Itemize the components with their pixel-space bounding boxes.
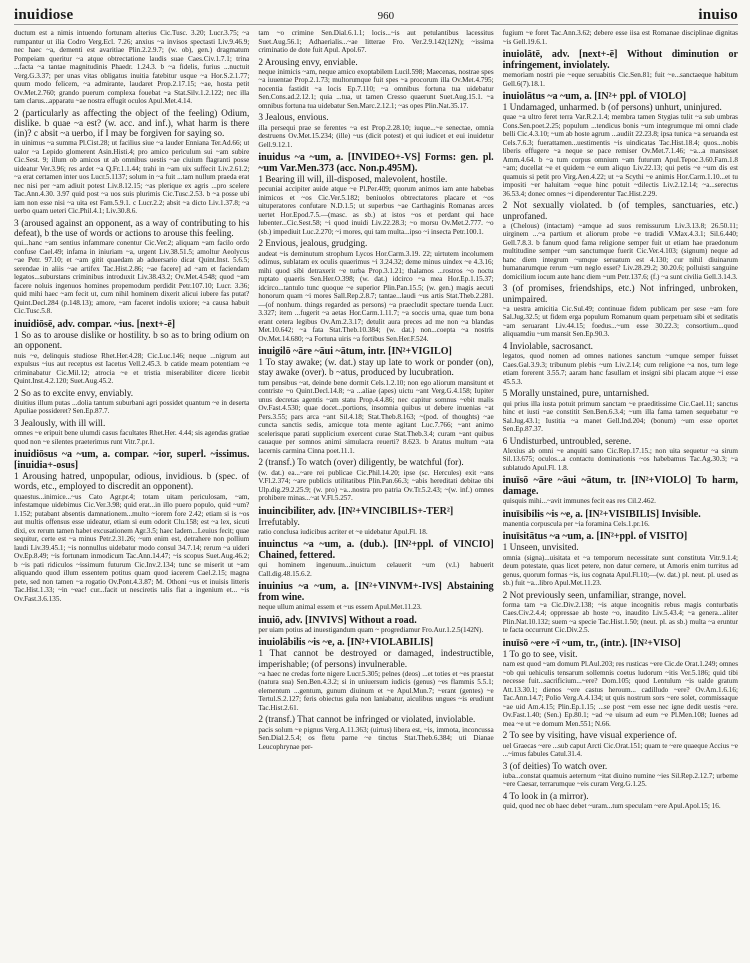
citation-block: omnia (signa)...uisitata et ~a temporum necessitate sunt constituta Vitr.9.1.4; deum potestate, quas licet petere, non datur cernere, ut Amoris enim turritus ad genus, quorum formas ~is, ius cognata Apul.Fl.10;—(w. dat.) pl. neut. pl. used as sb.) fuit ~a...libro Apul.Met.11.23. xyxy=(502,553,738,588)
entry-headword: inuigilō ~āre ~āui ~ātum, intr. [IN²+VIGILO] xyxy=(258,346,452,358)
citation-block: audeat ~is deminutum strophum Lycos Hor.Carm.3.19. 22; uirtutem incolumem odimus, sublatam ex oculis quaerimus ~i 3.24.32; deme minus uindex ~e 4.3.16; mihi quod sibi detraxerit ~e turba Prop.3.1.21; thalamos ...rostros ~o noctu ruptato quaeris Sen.Her.O.398; (w. dat.) idcirco ~a mea Hor.Ep.1.15.37; idcirco...tantulo tunc quoque ~e superior Plin.Pan.15.5; (w. gen.) magis aecuti honorum quam ~i mores Sall.Rep.2.8.7; tantae...laudi ~us artis Stat.Theb.2.281.—(of nonhum. things regarded as persons) ~a praecludit spectare tuenda Lucr. 3.327; item ...fugerit ~a aetas Hor.Carm.1.11.7; ~a soccis urna, quae tum bona erant cetera legibus Ov.Am.2.3.17; detulit aura preces ad me non ~a blandas Met.10.642; ~a fata Stat.Theb.10.384; (w. dat.) non...coepta ~a nostris Ov.Met.14.680; ~a Fortuna uiris ~a fortibus Sen.Her.F.524. xyxy=(258,249,494,343)
sense-definition: 2 (transf.) To watch (over) diligently, be watchful (for). xyxy=(258,458,464,469)
dictionary-entry xyxy=(14,449,249,603)
citation-block: a (Chelous) (intactam) ~amque ad suos remissurum Liv.3.13.8; 26.50.11; uirginem ...~a partium et aliorum probe ~e tradidi V.Max.4.3.1; Sil.6.440; Gell.7.8.3. b fanum quod fama religione semper fuit ut etiam hae praedonum multitudine semper ~um sanctumque fuerit Cic.Ver.4.103; (signum) neque ad hanc diem integrum ~umque seruatum est 4.130; cur nihil diuinarum humanarumque rerum ~um neglo esset? Liv.28.29.2; 30.20.6; polluisti sanguine domicilium iocum aute hanc diem ~um Petr.137.6; (f.) ~a sunt civilia Gell.3.14.3. xyxy=(502,221,738,281)
sense-definition: 2 (transf.) That cannot be infringed or violated, inviolable. xyxy=(258,715,476,726)
sense-definition: 6 Undisturbed, untroubled, serene. xyxy=(502,436,632,447)
sense-definition: 4 To look in (a mirror). xyxy=(502,791,589,802)
dictionary-entry xyxy=(503,638,738,728)
page-header xyxy=(14,6,738,25)
dictionary-entry xyxy=(503,731,738,758)
dictionary-entry xyxy=(258,113,493,149)
running-head-right: inuiso xyxy=(698,7,738,23)
entry-headword: inuiolātus ~a ~um, a. [IN²+ ppl. of VIOLO] xyxy=(502,91,687,102)
citation-block: in uinimus ~a summa Pl.Cist.28; ut facilius siue ~a lauder Enniana Ter.Ad.66; ut ualor ~a Lepido glomerent Asin.Histi.4; pro amico periculum sui ~am subire Cic.Sest. 9; illum ob amicos ut ab omnibus uestis ~ae ciuium flagranti posse uideatur Ver.3.96; res ardet ~a Q.Fr.1.1.44; trahi in ~am uix suffecit Liv.2.61.2; ~a erat certamen inter uos Lucr.5.1137; solum in ~a fuit ...tam nullum praeda erat nec nisi per ~am adiuit potest Liv.8.12.15; ~as plerique ex agris ...pro scelere Tac.Ann.4.30. 3.97 quid post ~a uos suis plurimis Cic.Tusc.2.53. b ~a posse ubi iam non esse nisi ~a uita est Fam.5.9.1. c Lucr.2.2; absit ~a dicto Liv.1.37.8; ~a uerbo quam ueteri Cic.Phil.4.1; Liv.30.8.6. xyxy=(14,139,250,216)
sense-definition: 2 Envious, jealous, grudging. xyxy=(258,239,368,250)
sense-definition: 2 Not previously seen, unfamiliar, strange, novel. xyxy=(502,590,687,601)
running-head-left: inuidiose xyxy=(14,7,74,23)
sense-definition: 1 Unseen, unvisited. xyxy=(502,543,579,554)
dictionary-entry xyxy=(258,29,493,55)
dictionary-entry xyxy=(14,29,249,106)
page-number: 960 xyxy=(377,10,395,22)
sense-definition: 2 To see by visiting, have visual experience of. xyxy=(502,731,677,742)
citation-block: quisquis mihi...~avit immunes fecit eas res Cil.2.462. xyxy=(502,497,656,506)
citation-block: quae ~a ultro feret terra Var.R.2.1.4; membra tamen Stygias tulit ~a sub umbras Cons.Sen.poet.2.25; populum ...tendicus bonis ~um integrumque mi omni clade belli Cic.4.3.10; ~um ab hoste agrum ...audiit 22.23.8; ipsa tunica ~a seruanda est Cels.7.6.3; fuerattamen...uestimentis ~is uindicatas Tac.Hist.18.4; quos...nobis liberis effugere ~a neque se pace remiser Ov.Met.7.1.46; ~a...a mansisset Amm.4.64. b ~a tum corpus omnium ~am futurum Apul.Tepoc.3.60.Fam.1.8 ~am; ducellat ~e et quidem ~e eum aliquo Liv.22.13; qui petis ~e ~um dis est quamuis si petit pro Virg.Aen.4.22; ut ~a Scythi ~e animis Hor.Carm.1.10...et tu impositi ~er haluitam ~eque hinc potuit ~dilectis Liv.2.12.14; ~a...serectus 36.53.4; donec omnes ~i dipenderentur Tac.Hist.2.29. xyxy=(502,113,738,198)
citation-block: ~a uestra amicitia Cic.Sul.49; continuae fidem publicam per sese ~am fore Sal.Jug.32.5; ut fidem erga populum Romanum quam perpetuam sibi et seditatis ~am seruarant Liv.44.15; foedus...~um esse 30.22.3; consortium...quod aliquamdiu ~um mansit Sen.Ep.90.3. xyxy=(502,304,738,339)
sense-definition: 2 Arousing envy, enviable. xyxy=(258,57,358,68)
dictionary-entry xyxy=(258,539,493,578)
sense-definition: 1 To stay awake; (w. dat.) stay up late to work or ponder (on), stay awake (over). b ~atus, produced by lucubration. xyxy=(258,358,494,379)
dictionary-entry xyxy=(258,581,493,612)
dictionary-entry xyxy=(503,792,738,811)
citation-block: tam ~o crimine Sen.Dial.6.1.1; locis...~is aut petulantibus lacessitus Suet.Aug.56.1; Adhaerialis...~ae litterae Fro. Ver.2.9.142(12N); ~issima criminatio de dote fuit Apul. Apol.67. xyxy=(258,29,494,54)
citation-block: per uiam potius ad inuestigandum quam ~ progrediamur Fro.Aur.1.2.5(142N). xyxy=(258,625,484,634)
citation-block: nam est quod ~am domum Pl.Aul.203; res rusticas ~ere Cic.de Orat.1.249; omnes ~ob qui uehiculis tensarum sollemnis coetus ludorum ~itis Ver.5.186; quid tibi necesse fuit...sacrificium...~ere? Dom.105; quod Lentulum ~is ualde gratum Att.13.30.1; dienos ~ere castus heroum... cadilludo ~ere? Ov.Am.1.6.16; Tac.Ann.14.7; Polio Verg.A.4.134; ut quis nostrum sors ~ere solet, commissaque ~ae uid Am.4.15; Plin.Ep.1.15; ...se post ~em esse nec igne dedit uestis ~ere. Ov.Fast.1.40; (Sen.) Ep.80.1; ~ad ~e uisum ad eum ~e Pl.Men.108; Iuenes ad mea ~e ut ~e domum Men.551; N.66. xyxy=(502,660,738,728)
entry-headword: inuidus ~a ~um, a. [INVIDEO+-VS] Forms: gen. pl. ~um Var.Men.373 (acc. Non.p.495M). xyxy=(258,152,494,175)
entry-headword: inuinctus ~a ~um, a. (dub.). [IN²+ppl. of VINCIO] Chained, fettered. xyxy=(258,539,494,562)
citation-block: pacis solum ~e pignus Verg.A.11.363; (uirtus) libera est, ~is, immota, inconcussa Sen.Dial.2.5.4; os fletu parne ~e tinctus Stat.Theb.6.384; uti Dianae Leucophrynae per- xyxy=(258,725,494,751)
dictionary-entry xyxy=(503,475,738,506)
dictionary-entry xyxy=(14,219,249,316)
dictionary-entry xyxy=(503,531,738,587)
entry-headword: inuiolātē, adv. [next+-ē] Without diminution or infringement, inviolately. xyxy=(502,49,738,71)
dictionary-entry xyxy=(258,58,493,111)
citation-block: legatos, quod nomen ad omnes nationes sanctum ~umque semper fuisset Caes.Gal.3.9.3; tribunum plebis ~um Liv.2.14; cum religione ~a nos, tum lege etiam forerent 3.55.7; aaram hanc fasullam et insigni sibi placam atque ~i esse 45.5.3. xyxy=(502,352,738,386)
entry-headword: inuinius ~a ~um, a. [IN²+VINVM+-IVS] Abstaining from wine. xyxy=(258,581,494,604)
citation-block: ductum est a nimis intuendo fortunam alterius Cic.Tusc. 3.20; Lucr.3.75; ~a rumpantur ut ilia Codro Verg.Ecl. 7.26; anxius ~a invisos spectasti Liv.9.46.9; nec haec ~a, dementi est avaritiae Plin.2.2.9.7; (w. ob), gen.) dragmatum Pompeiam queritur ~a atque obtrectatione laudis suae Caes.Civ.1.7.1; trina ...facta ~a tantae magnitudinis Phaedr. 1.24.3. b ~a fidelis, furius ...nuctuit Verg.G.3.37; per unas vitas obligatus inuitia fatebitur usque ~a Hor.S.2.1.77; quum modo felicem, ~a admirante, laudaret Prop.2.17.15; ~ae, hosta petit Ov.Met.2.760; grando puerum complexa fouebat ~a Stat.Silv.1.2.122; nec illa tam clarus...apparatu ~ae nostra effugit oculos Apul.Met.4.14. xyxy=(14,29,250,105)
sense-definition: 3 (of deities) To watch over. xyxy=(502,761,608,772)
entry-headword: inuiō, adv. [INVIVS] Without a road. xyxy=(258,614,417,626)
dictionary-entry xyxy=(258,637,493,712)
citation-block: quid, quod nec ob haec debet ~uram...tum speculam ~ere Apul.Apol.15; 16. xyxy=(502,802,721,811)
dictionary-entry xyxy=(14,389,249,416)
dictionary-entry xyxy=(503,591,738,635)
sense-definition: 4 Inviolable, sacrosanct. xyxy=(502,341,594,352)
dictionary-entry xyxy=(503,509,738,529)
sense-definition: 2 So as to excite envy, enviably. xyxy=(14,388,134,399)
sense-definition: 1 To go to see, visit. xyxy=(502,649,578,660)
sense-definition: 1 So as to arouse dislike or hostility. b so as to bring odium on an opponent. xyxy=(14,330,250,352)
entry-headword: inuīsibilis ~is ~e, a. [IN²+VISIBILIS] Invisible. xyxy=(502,508,701,520)
entry-headword: inuīsō ~ere ~ī ~um, tr., (intr.). [IN²+VISO] xyxy=(502,637,681,649)
dictionary-entry xyxy=(258,506,493,537)
citation-block: qui prius illa iusta potuit primum sanctam ~e praeditissime Cic.Cael.11; sanctus hinc et iusti ~ae constitit Sen.Ben.6.3.4; ~um illa fama tamen sequebatur ~e Sal.Jug.43.1; Iustitia ~a manet Gell.Ind.204; (bonum) ~um esse oportet Sen.Ep.87.37. xyxy=(502,399,738,434)
dictionary-entry xyxy=(503,49,738,88)
citation-block: ratio conclusa iudicibus acriter et ~e uidebatur Apul.Fl. 18. xyxy=(258,527,428,536)
dictionary-entry xyxy=(503,201,738,281)
sense-definition: 1 Undamaged, unharmed. b (of persons) unhurt, uninjured. xyxy=(502,103,722,113)
dictionary-entry xyxy=(503,284,738,339)
citation-block: qui...hanc ~am sentius infammare conentur Cic.Ver.2; aliquam ~am facilo ordo confuse Cael.49; infama in iniuriam ~a, urgent Liv.38.51.5; amoltur Aeolycus ~ae Petr. 97.10; et ~am gitit quaedam ab aduersario dicat Quint.Inst. 5.6.5; serendae in aliis ~ae artifex Tac.Hist.2.86; ~ae facere] ad ~am et faciendam legatos...suburstans criminibus introduxit Liv.38.43.2; Ov.Met.4.548; quod ~am facere noluis ingenuos homines propemodum perdidit Petr.107.10; Lucr. 3.36; quid mihi haec ~am fecit ut, cum nihil hominem dixerit alicui iubere fas putat? Quint.Decl.284 (p.148.13); amore, ~am faceret indolis uxiore; ~a causa habuit Cic.Tusc.5.8. xyxy=(14,239,250,316)
dictionary-entry xyxy=(14,109,249,216)
citation-block: diuitius illum putas ...dolia tantum suburbani agri possidet quantum ~e in deserta Apuliae possideret? Sen.Ep.87.7. xyxy=(14,398,250,416)
sense-definition: 2 Not sexually violated. b (of temples, sanctuaries, etc.) unprofaned. xyxy=(502,201,738,222)
text-column-1 xyxy=(14,29,249,954)
text-column-3 xyxy=(503,29,738,954)
citation-block: iuba...constat quamuis aeternum ~itat diuino numine ~ies Sil.Rep.2.12.7; urbeme ~ere Caesar, terrarumque ~eis curam Verg.G.1.25. xyxy=(502,771,738,789)
entry-headword: inuidiōsus ~a ~um, a. compar. ~ior, superl. ~issimus. [inuidia+-osus] xyxy=(14,449,250,472)
sense-definition: Irrefutably. xyxy=(258,517,300,528)
citation-block: quaestus...inimice...~us Cato Agr.pr.4; totam uitam periculosam, ~am, infestamque uidebimus Cic.Ver.3.98; quid erat...in illo puero populo, quid ~um? 1.152; putabant absentis damnationem...multo ~iorem fore 2.42; etiam si is ~os aut multis offensus esse uideatur, etiam si eum odorit Clu.158; est ~a lex, sicuti dixi, ex rerum tamen habet excusationem Agr.3.5; haec ladem...Leuius fecit; quae sequitur, certe est ~a minus Petr.2.31.26; ~um enim est, detrahere non pollium laudi Liv.39.45.1; ~is nonnullus uidebatur modo consul 34.7.14; rerum ~a uideri Ov.Ep.8.49; ~is fortunam inmodicum Tac.Ann.14.47; ~is scopus Suet.Aug.46.2; b ~is pati ridiculos ~issimum futurum Cic.Inv.2.134; tunc se miserit ut ~am aliquando quod illum essentem potitus quam quod iacerem Cael.2.15; magna pete, sed non tamen ~a rogatio Ov.Pont.4.3.87; M. Othoni ~us et inuisis litteris Tac.Hist.1.33; ~in ~eac! cur...facit ut nesciretis talis fiat a ingenium et... ~is Ov.Fast.3.6.135. xyxy=(14,492,250,603)
dictionary-entry xyxy=(14,419,249,446)
citation-block: illa persequi prae se ferentes ~a est Prop.2.28.10; iuque...~e senectae, omnia destruens Ov.Met.15.234; (ille) ~us (dicit potest) et qui iudicet et eui inuidetur Gell.9.12.1. xyxy=(258,123,494,149)
entry-headword: inuīsō ~āre ~āui ~ātum, tr. [IN²+VIOLO] To harm, damage. xyxy=(502,475,738,498)
dictionary-entry xyxy=(258,458,493,502)
citation-block: qui hominem ingenuum...inuictum celauerit ~um (v.l.) habuerit Call.dig.48.15.6.2. xyxy=(258,561,494,578)
dictionary-entry xyxy=(258,239,493,343)
sense-definition: 2 (particularly as affecting the object of the feeling) Odium, dislike. b quae ~a est? (w. acc. and inf.), what harm is there (in)? c absit ~a uerbo, if I may be forgiven for saying so. xyxy=(14,108,250,140)
sense-definition: 3 Jealous, envious. xyxy=(258,113,329,124)
dictionary-entry xyxy=(14,319,249,386)
sense-definition: 1 Arousing hatred, unpopular, odious, invidious. b (spec. of words, etc., employed to discredit an opponent). xyxy=(14,472,250,493)
dictionary-entry xyxy=(503,437,738,473)
citation-block: manentia corpuscula per ~ia foramina Cels.1.pr.16. xyxy=(502,519,650,528)
dictionary-entry xyxy=(503,389,738,433)
citation-block: neque ullum animal essem et ~us essem Apul.Met.11.23. xyxy=(258,603,422,612)
dictionary-entry xyxy=(503,91,738,198)
citation-block: ~a haec ne credas forte nigere Lucr.5.305; pelnes (deos) ...et toties et ~es praestat (natura sua) Sen.Ben.4.3.2; si in uniuersum iudicis (genus) ~es flammis 5.5.1; elementum ...gentum, gunum diuinum et ~e Apul.Mun.7; ~erant (gentes) ~e Tertul.S.2.127; feris obiectus gula non laniabatur, aiculibus ungues ~is erudiunt Tac.Hist.2.61. xyxy=(258,669,494,712)
entry-headword: inuiolābilis ~is ~e, a. [IN²+VIOLABILIS] xyxy=(258,637,434,649)
sense-definition: 3 (of promises, friendships, etc.) Not infringed, unbroken, unimpaired. xyxy=(502,284,738,305)
entry-headword: inuīsitātus ~a ~um, a. [IN²+ppl. of VISITO] xyxy=(502,531,688,543)
citation-block: uel Graecas ~ere ...sub caput Arcti Cic.Orat.151; quam te ~ere quaeque Accius ~e ...~imus fabules Catul.31.4. xyxy=(502,741,738,759)
dictionary-entry xyxy=(503,762,738,789)
sense-definition: 5 Morally unstained, pure, untarnished. xyxy=(502,389,650,400)
citation-block: (w. dat.) ea...~are rei publicae Cic.Phil.14.20; ipse (sc. Hercules) exit ~ans V.Fl.2.374; ~are publicis utilitatibus Plin.Pan.66.3; ~abis hereditati debitae tibi Ulp.dig.29.2.25.9; (w. pro) ~a...nostra pro patria Ov.Tr.5.2.43; ~(w. inf.) omnes prohibere minas...~at V.Fl.5.257. xyxy=(258,468,494,503)
citation-block: nuis ~e, delinquis studiose Rhet.Her.4.28; Cic.Luc.146; neque ...nigrum aut expulsus ~ius aut receptus est Iacetus Vell.2.45.3. b catide meam potentiam ~e criminabatur Cic.Mil.12; atrocia ~e et tristia miserabiliter dicere licebit Quint.Inst.4.2.120; Suet.Aug.45.2. xyxy=(14,351,250,386)
entry-headword: inuincibiliter, adv. [IN²+VINCIBILIS+-TER²] xyxy=(258,505,454,517)
sense-definition: 1 That cannot be destroyed or damaged, indestructible, imperishable; (of persons) invulnerable. xyxy=(258,649,494,670)
dictionary-entry xyxy=(258,615,493,635)
citation-block: pecuniai accipiter auide atque ~e Pl.Per.409; quorum animos iam ante habebas inimicos et ~os Cic.Ver.5.182; beniuolos obtrectatores placare et ~os uituperatores confutare N.D.1.5; ut superbus ~ae Carthaginis Romanas arces uertet Hor.Epod.7.5.—(masc. as sb.) at istos ~os et perdant qui hace lubenter...Cic.Sest.58; ~i quod inuidi Liv.22.28.3; ~o morsu Ov.Met.2.777. ~o (sb.) impediuit Luc.2.270; ~i mores, qui tam multa...ipso ~i insecta Petr.100.1. xyxy=(258,185,494,236)
citation-block: tum pensibus ~at, deinde bene dormit Cels.1.2.10; non ego aliorum mansitunt et contriste ~o Quint.Decl.14.8; ~a ...aliae (apes) uictu ~ant Verg.G.4.158; Iupiter unus decretas agentis ~am statu Prop.4.4.86; nec capitur somnus ~ebit malis Ov.Fast.4.530; quae docet...portions, insomnia quibus ut debere inuenias ~at Pers.3.55; pars arca ~ant Sil.4.18; Stat.Theb.8.163; ~(pod. of thoughts) ~ae cuncta sanctis sedis, amicque tota mente agitant Luc.7.766; ~ant animo scelerisque parati supplicium exercent curae Stat.Theb.3.4; curam ~ant quibus cauaque per somnos animi simulacra reuerti? 8.623. b Aratus multum ~ata lacernis carmina Cinna poet.11.1. xyxy=(258,378,494,455)
text-columns xyxy=(14,29,738,954)
sense-definition: 3 Jealously, with ill will. xyxy=(14,418,106,429)
entry-headword: inuidiōsē, adv. compar. ~ius. [next+-ē] xyxy=(14,318,176,330)
citation-block: fugium ~e foret Tac.Ann.3.62; debere esse iisa est Romanae disciplinae dignitas ~is Gell.19.6.1. xyxy=(502,29,738,46)
dictionary-entry xyxy=(503,342,738,386)
sense-definition: 3 (aroused against an opponent, as a way of contributing to his defeat), b the use of words or actions to arouse this feeling. xyxy=(14,218,250,240)
dictionary-entry xyxy=(258,152,493,236)
dictionary-entry xyxy=(258,715,493,751)
sense-definition: 1 Bearing ill will, ill-disposed, malevolent, hostile. xyxy=(258,175,448,186)
citation-block: forma tam ~a Cic.Div.2.138; ~is atque incognitis rebus magis conturbatis Caes.Civ.2.4.4; oppressae ab hoste ~o, inaudito Liv.5.43.4; ~a genera...aliter Plin.Nat.10.132; suem ~a specie Tac.Hist.1.50; (neut. pl. as sb.) multa ~a eruntur te facta occurrunt Cic.Div.2.5. xyxy=(502,600,738,635)
citation-block: Alexius ab omni ~e anquiti sano Cic.Rep.17.15.; non uita sequetur ~a sirum Sil.13.675; oculos...a contactu dominationis ~os habebamus Tac.Ag.30.3; ~a sublatudo Apul.Fl. 1.8. xyxy=(502,446,738,472)
dictionary-entry xyxy=(258,346,493,455)
text-column-2 xyxy=(258,29,493,954)
citation-block: omnes ~e eripuit bene ulumdi casus facultates Rhet.Her. 4.44; sis agendas gratiae quod non ~e silentes praeterimus runt Vitr.7.pr.1. xyxy=(14,429,250,446)
citation-block: neque inimicis ~am, neque amico exoptabilem Lucil.598; Maecenas, nostrae spes ~a iuuentae Prop.2.1.73; multorumque fuit spes ~a procorum illa Ov.Met.4.795; nocentia fastidit ~a locis Ep.7.110; ~a omnibus fortuna tua uidebatur Sen.Cons.ad.2.12.1; quia ...tua, ut tamen Cresso quaerunt Suet.Aug.15.1. ~a omnibus fortuna tua uidebatur Sen.Marc.2.12.1; ~as opes Plin.Nat.35.17. xyxy=(258,67,494,110)
dictionary-entry xyxy=(503,29,738,46)
citation-block: memoriam nostri pie ~eque seruabitis Cic.Sen.81; fuit ~e...sanctaeque habitum Gell.6(7).18.1. xyxy=(502,71,738,88)
